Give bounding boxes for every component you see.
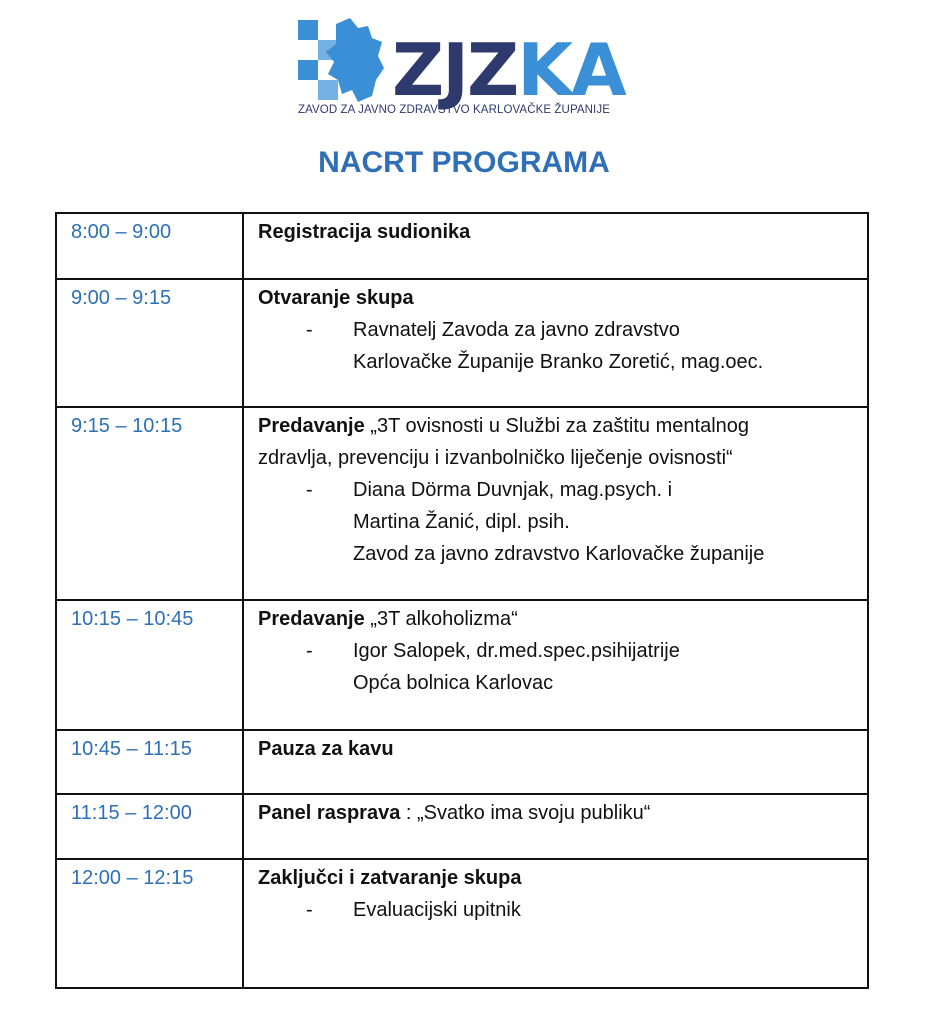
logo-zjz: ZJZ <box>392 28 518 112</box>
time-cell: 9:00 – 9:15 <box>56 279 243 407</box>
speaker-line <box>258 894 853 926</box>
session-title: Predavanje <box>258 608 365 630</box>
speaker-line <box>258 314 853 346</box>
session-title: Predavanje <box>258 415 365 437</box>
county-map-icon <box>298 16 398 106</box>
time-cell: 11:15 – 12:00 <box>56 794 243 859</box>
session-cell <box>243 213 868 279</box>
session-cell <box>243 794 868 859</box>
speaker-text: Zavod za javno zdravstvo Karlovačke županije <box>353 543 765 565</box>
session-topic: : „Svatko ima svoju publiku“ <box>400 802 651 824</box>
session-title-line <box>258 603 853 635</box>
dash-bullet: - <box>306 479 313 501</box>
table-row <box>56 794 868 859</box>
session-topic: „3T alkoholizma“ <box>364 608 518 630</box>
session-cell <box>243 730 868 794</box>
speaker-text: Ravnatelj Zavoda za javno zdravstvo <box>353 319 680 341</box>
session-title: Zaključci i zatvaranje skupa <box>258 867 522 889</box>
speaker-text: Karlovačke Županije Branko Zoretić, mag.oec. <box>353 351 764 373</box>
table-row <box>56 407 868 600</box>
session-title: Registracija sudionika <box>258 221 471 243</box>
time-cell: 8:00 – 9:00 <box>56 213 243 279</box>
time-cell: 12:00 – 12:15 <box>56 859 243 988</box>
page-title: NACRT PROGRAMA <box>318 146 610 179</box>
speaker-line <box>258 635 853 667</box>
table-row <box>56 859 868 988</box>
speaker-line <box>258 474 853 506</box>
session-cell <box>243 600 868 730</box>
zjzka-logo <box>298 16 628 126</box>
table-row <box>56 279 868 407</box>
session-cell <box>243 859 868 988</box>
session-title: Otvaranje skupa <box>258 287 414 309</box>
logo-subtitle: ZAVOD ZA JAVNO ZDRAVSTVO KARLOVAČKE ŽUPANIJE <box>298 104 610 116</box>
session-title: Pauza za kavu <box>258 738 394 760</box>
table-row <box>56 730 868 794</box>
session-topic: „3T ovisnosti u Službi za zaštitu mentalnog <box>364 415 750 437</box>
speaker-line <box>258 667 853 699</box>
session-title-line <box>258 410 853 442</box>
session-title: Panel rasprava <box>258 802 401 824</box>
time-cell: 10:15 – 10:45 <box>56 600 243 730</box>
speaker-line <box>258 538 853 570</box>
time-cell: 10:45 – 11:15 <box>56 730 243 794</box>
session-topic-line2: zdravlja, prevenciju i izvanbolničko liječenje ovisnosti“ <box>258 447 733 469</box>
logo-wordmark <box>392 30 625 110</box>
program-table <box>55 212 869 989</box>
session-title-line <box>258 797 853 829</box>
logo-ka: KA <box>517 28 625 112</box>
table-row <box>56 600 868 730</box>
table-row <box>56 213 868 279</box>
speaker-text: Martina Žanić, dipl. psih. <box>353 511 570 533</box>
session-cell <box>243 279 868 407</box>
speaker-text: Evaluacijski upitnik <box>353 899 521 921</box>
dash-bullet: - <box>306 640 313 662</box>
dash-bullet: - <box>306 899 313 921</box>
time-cell: 9:15 – 10:15 <box>56 407 243 600</box>
speaker-text: Diana Dörma Duvnjak, mag.psych. i <box>353 479 673 501</box>
speaker-text: Opća bolnica Karlovac <box>353 672 554 694</box>
speaker-line <box>258 346 853 378</box>
session-cell <box>243 407 868 600</box>
speaker-line <box>258 506 853 538</box>
dash-bullet: - <box>306 319 313 341</box>
speaker-text: Igor Salopek, dr.med.spec.psihijatrije <box>353 640 680 662</box>
